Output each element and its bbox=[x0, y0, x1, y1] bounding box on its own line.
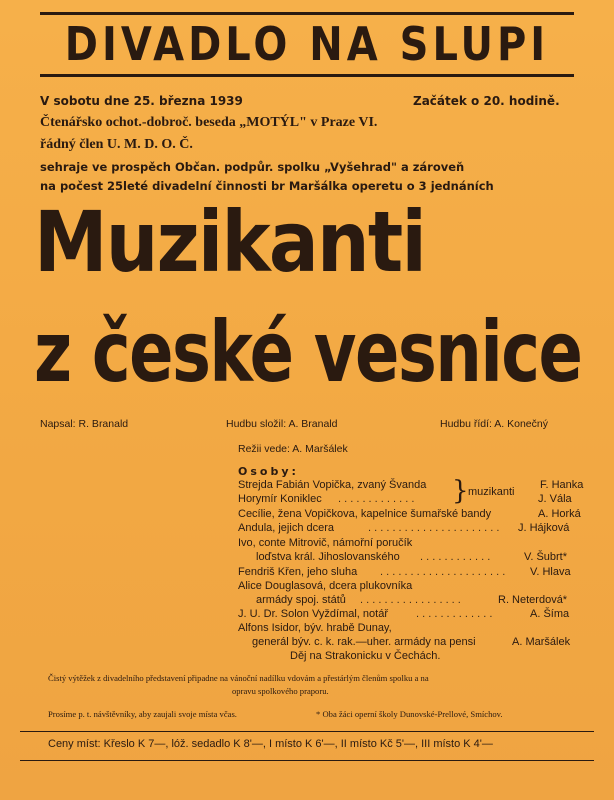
cast-role: Cecílie, žena Vopičkova, kapelnice šumařské bandy bbox=[238, 508, 492, 520]
muzikanti-label: muzikanti bbox=[468, 486, 515, 498]
cast-actor: R. Neterdová* bbox=[498, 594, 568, 606]
credit-music: Hudbu složil: A. Branald bbox=[226, 418, 338, 430]
purpose-line-2: na počest 25leté divadelní činnosti br Maršálka operetu o 3 jednáních bbox=[40, 179, 494, 193]
leader-dots: . . . . . . . . . . . . . bbox=[338, 493, 415, 505]
please-note: Prosíme p. t. návštěvníky, aby zaujali svoje místa včas. bbox=[48, 709, 237, 719]
cast-role: armády spoj. států bbox=[256, 594, 346, 606]
cast-role: Horymír Koniklec bbox=[238, 493, 322, 505]
header-rule-bottom bbox=[40, 74, 574, 77]
start-time: Začátek o 20. hodině. bbox=[413, 94, 560, 108]
theatre-name: DIVADLO NA SLUPI bbox=[64, 18, 550, 72]
org-line-1: Čtenářsko ochot.-dobroč. beseda „MOTÝL" v Praze VI. bbox=[40, 115, 378, 130]
title-line-2: z české vesnice bbox=[34, 303, 582, 401]
leader-dots: . . . . . . . . . . . . . . . . . . . . . . bbox=[368, 522, 500, 534]
credit-wrote: Napsal: R. Branald bbox=[40, 418, 129, 430]
header-rule-top bbox=[40, 12, 574, 15]
cast-actor: A. Maršálek bbox=[512, 636, 571, 648]
prices: Ceny míst: Křeslo K 7—, lóž. sedadlo K 8'—, I místo K 6'—, II místo Kč 5'—, III místo K 4'— bbox=[48, 738, 493, 750]
leader-dots: . . . . . . . . . . . . . bbox=[416, 608, 493, 620]
prices-rule-bottom bbox=[20, 760, 594, 761]
cast-role: J. U. Dr. Solon Vyždímal, notář bbox=[238, 608, 388, 620]
proceeds-line-2: opravu spolkového praporu. bbox=[232, 686, 329, 696]
cast-role: loďstva král. Jihoslovanského bbox=[256, 551, 400, 563]
leader-dots: . . . . . . . . . . . . . . . . . bbox=[360, 594, 461, 606]
org-line-2: řádný člen U. M. D. O. Č. bbox=[40, 137, 193, 152]
cast-role: Ivo, conte Mitrovič, námořní poručík bbox=[238, 537, 413, 549]
title-line-1: Muzikanti bbox=[34, 193, 426, 291]
cast-heading: Osoby: bbox=[238, 465, 299, 478]
cast-role: Fendriš Křen, jeho sluha bbox=[238, 566, 358, 578]
scene-note: Děj na Strakonicku v Čechách. bbox=[290, 650, 441, 662]
theatre-header bbox=[40, 12, 574, 84]
proceeds-line-1: Čistý výtěžek z divadelního představení připadne na vánoční nadílku vdovám a přestárlým členům spolku a na bbox=[48, 673, 429, 683]
credit-director: Režii vede: A. Maršálek bbox=[238, 443, 348, 455]
credit-conductor: Hudbu řídí: A. Konečný bbox=[440, 418, 548, 430]
date-line: V sobotu dne 25. března 1939 bbox=[40, 94, 243, 108]
brace-icon: } bbox=[452, 476, 469, 506]
purpose-line-1: sehraje ve prospěch Občan. podpůr. spolku „Vyšehrad" a zároveň bbox=[40, 160, 465, 174]
cast-actor: V. Hlava bbox=[530, 566, 571, 578]
prices-rule-top bbox=[20, 731, 594, 732]
cast-actor: J. Vála bbox=[538, 493, 572, 505]
cast-role: generál býv. c. k. rak.—uher. armády na pensi bbox=[252, 636, 476, 648]
cast-actor: F. Hanka bbox=[540, 479, 584, 491]
leader-dots: . . . . . . . . . . . . . . . . . . . . . bbox=[380, 566, 506, 578]
cast-actor: A. Horká bbox=[538, 508, 581, 520]
cast-actor: J. Hájková bbox=[518, 522, 570, 534]
footnote: * Oba žáci operní školy Dunovské-Prellové, Smíchov. bbox=[316, 709, 503, 719]
cast-actor: V. Šubrt* bbox=[524, 551, 568, 563]
cast-role: Alice Douglasová, dcera plukovníka bbox=[238, 580, 413, 592]
cast-role: Strejda Fabián Vopička, zvaný Švanda bbox=[238, 479, 427, 491]
cast-actor: A. Šíma bbox=[530, 608, 570, 620]
cast-role: Alfons Isidor, býv. hrabě Dunay, bbox=[238, 622, 392, 634]
leader-dots: . . . . . . . . . . . . bbox=[420, 551, 491, 563]
cast-role: Andula, jejich dcera bbox=[238, 522, 335, 534]
